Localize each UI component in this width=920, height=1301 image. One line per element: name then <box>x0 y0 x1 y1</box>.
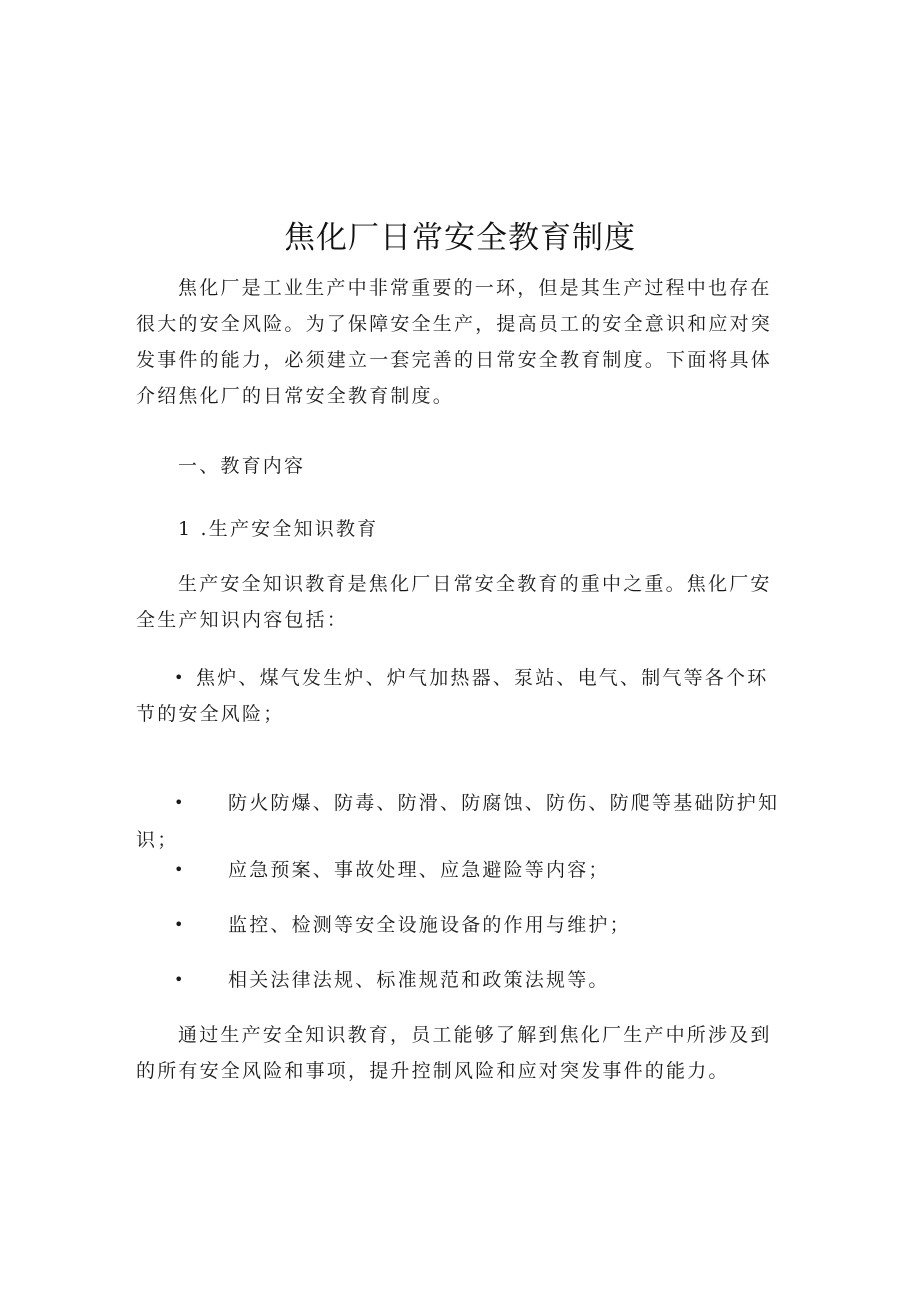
bullet-item: 焦炉、煤气发生炉、炉气加热器、泵站、电气、制气等各个环节的安全风险； <box>136 667 769 725</box>
bullet-item-continuation: 识； <box>136 829 179 851</box>
bullet-dot: • <box>174 860 184 879</box>
subsection-heading: 1 .生产安全知识教育 <box>178 518 379 540</box>
bullet-dot: • <box>174 793 184 812</box>
section-heading: 一、教育内容 <box>178 455 306 477</box>
bullet-item: 相关法律法规、标准规范和政策法规等。 <box>228 969 610 991</box>
bullet-item: 应急预案、事故处理、应急避险等内容； <box>228 859 610 881</box>
subsection-intro-paragraph: 生产安全知识教育是焦化厂日常安全教育的重中之重。焦化厂安全生产知识内容包括： <box>136 573 772 631</box>
bullet-item: 监控、检测等安全设施设备的作用与维护； <box>228 914 631 936</box>
conclusion-paragraph: 通过生产安全知识教育，员工能够了解到焦化厂生产中所涉及到的所有安全风险和事项，提升控制风险和应对突发事件的能力。 <box>136 1024 772 1082</box>
bullet-dot: • <box>174 970 184 989</box>
bullet-item: 防火防爆、防毒、防滑、防腐蚀、防伤、防爬等基础防护知 <box>228 792 780 814</box>
document-title: 焦化厂日常安全教育制度 <box>284 220 636 256</box>
bullet-dot: • <box>174 915 184 934</box>
intro-paragraph: 焦化厂是工业生产中非常重要的一环，但是其生产过程中也存在很大的安全风险。为了保障安全生产，提高员工的安全意识和应对突发事件的能力，必须建立一套完善的日常安全教育制度。下面将具体介绍焦化厂的日常安全教育制度。 <box>136 277 773 407</box>
bullet-dot: • <box>174 668 184 687</box>
